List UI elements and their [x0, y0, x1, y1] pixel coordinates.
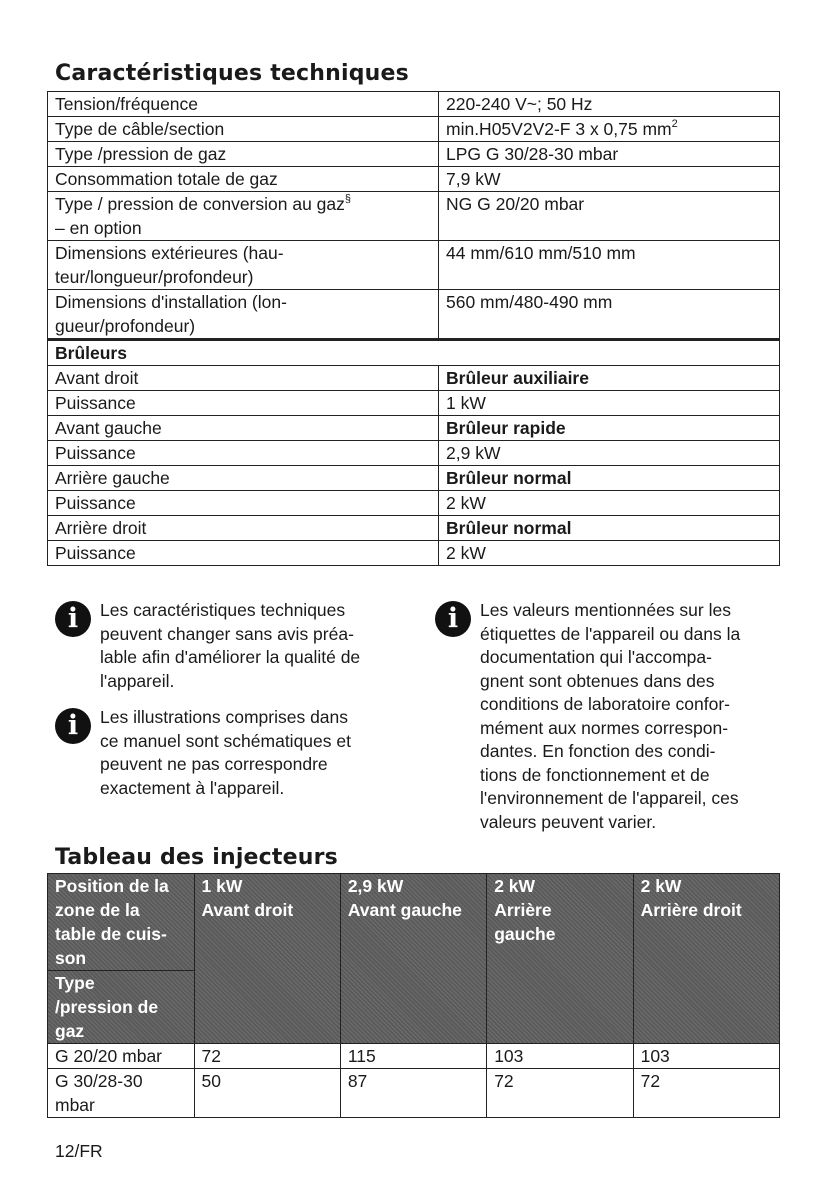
table-row [48, 516, 780, 541]
injector-value: 72 [633, 1069, 779, 1118]
spec-label-line: – en option [55, 218, 142, 238]
injector-value: 50 [194, 1069, 340, 1118]
page-number: 12/FR [55, 1141, 103, 1161]
spec-label-line: Dimensions d'installation (lon- [55, 292, 287, 312]
spec-value: LPG G 30/28-30 mbar [439, 142, 780, 167]
note-line: Les illustrations comprises dans [100, 707, 349, 727]
table-row [48, 290, 780, 340]
injector-value: 87 [340, 1069, 486, 1118]
spec-value: 44 mm/610 mm/510 mm [439, 241, 780, 290]
gas-line: mbar [55, 1095, 95, 1115]
spec-value: 7,9 kW [439, 167, 780, 192]
spec-label: Type de câble/section [48, 117, 439, 142]
burner-power: 2 kW [439, 541, 780, 566]
note-values [435, 599, 815, 839]
spec-value: 560 mm/480-490 mm [439, 290, 780, 340]
burner-type: Brûleur rapide [439, 416, 780, 441]
table-row [48, 541, 780, 566]
section-title-specs: Caractéristiques techniques [55, 61, 409, 86]
note-line: étiquettes de l'appareil ou dans la [480, 623, 741, 644]
burner-position: Arrière gauche [48, 466, 439, 491]
injector-value: 103 [633, 1044, 779, 1069]
injector-value: 72 [194, 1044, 340, 1069]
burner-power: 2,9 kW [439, 441, 780, 466]
table-row [48, 192, 780, 241]
note-text [100, 599, 360, 693]
spec-label-line: gueur/profondeur) [55, 316, 196, 336]
table-row [48, 466, 780, 491]
note-line: Les valeurs mentionnées sur les [480, 600, 731, 620]
burner-power-label: Puissance [48, 441, 439, 466]
note-line: documentation qui l'accompa- [480, 647, 712, 667]
gas-line: G 30/28-30 [55, 1071, 143, 1091]
corner-header-position [48, 874, 195, 971]
superscript: 2 [671, 118, 678, 130]
header-line: Avant droit [201, 900, 294, 920]
note-illustrations [55, 706, 425, 806]
table-row [48, 1069, 780, 1118]
table-row [48, 92, 780, 117]
note-line: peuvent ne pas correspondre [100, 754, 328, 774]
spec-label: Consommation totale de gaz [48, 167, 439, 192]
note-line: dantes. En fonction des condi- [480, 741, 716, 761]
column-header [487, 874, 633, 1044]
injector-value: 103 [487, 1044, 633, 1069]
header-line: gauche [494, 924, 556, 944]
note-text [100, 706, 351, 800]
note-line: l'environnement de l'appareil, ces [480, 788, 739, 808]
burner-position: Arrière droit [48, 516, 439, 541]
injector-value: 72 [487, 1069, 633, 1118]
table-row [48, 491, 780, 516]
header-line: son [55, 948, 87, 968]
gas-type: G 20/20 mbar [48, 1044, 195, 1069]
info-icon: i [55, 708, 91, 744]
spec-label: Tension/fréquence [48, 92, 439, 117]
burner-power: 1 kW [439, 391, 780, 416]
table-row [48, 117, 780, 142]
header-line: Arrière droit [640, 900, 742, 920]
superscript: § [344, 193, 352, 205]
header-line: 2,9 kW [347, 876, 404, 896]
info-icon: i [435, 601, 471, 637]
header-line: 1 kW [201, 876, 243, 896]
table-row [48, 441, 780, 466]
note-text [480, 599, 740, 834]
header-line: Avant gauche [347, 900, 462, 920]
spec-value [439, 117, 780, 142]
header-line: 2 kW [640, 876, 682, 896]
spec-value: 220-240 V~; 50 Hz [439, 92, 780, 117]
table-row [48, 366, 780, 391]
section-title-injectors: Tableau des injecteurs [55, 845, 338, 870]
burners-header: Brûleurs [48, 340, 780, 366]
header-line: zone de la [55, 900, 140, 920]
burner-power-label: Puissance [48, 541, 439, 566]
column-header [194, 874, 340, 1044]
specs-table [47, 91, 780, 566]
spec-label-line: teur/longueur/profondeur) [55, 267, 254, 287]
note-line: conditions de laboratoire confor- [480, 694, 731, 714]
burner-power-label: Puissance [48, 391, 439, 416]
injector-value: 115 [340, 1044, 486, 1069]
spec-label: Type /pression de gaz [48, 142, 439, 167]
gas-type [48, 1069, 195, 1118]
header-line: table de cuis- [55, 924, 167, 944]
spec-label [48, 192, 439, 241]
spec-value-text: min.H05V2V2-F 3 x 0,75 mm [446, 119, 672, 139]
spec-label-line: Dimensions extérieures (hau- [55, 243, 284, 263]
table-row [48, 391, 780, 416]
table-row [48, 340, 780, 366]
burner-position: Avant droit [48, 366, 439, 391]
note-line: exactement à l'appareil. [100, 777, 285, 798]
header-line: Position de la [55, 876, 169, 896]
header-line: gaz [55, 1021, 85, 1041]
note-line: tions de fonctionnement et de [480, 764, 710, 785]
spec-value: NG G 20/20 mbar [439, 192, 780, 241]
note-line: peuvent changer sans avis préa- [100, 623, 354, 644]
header-line: /pression de [55, 997, 159, 1017]
table-row [48, 142, 780, 167]
burner-type: Brûleur auxiliaire [439, 366, 780, 391]
note-line: lable afin d'améliorer la qualité de [100, 647, 361, 667]
header-line: 2 kW [494, 876, 536, 896]
table-row [48, 874, 780, 971]
header-line: Arrière [494, 900, 552, 920]
note-line: ce manuel sont schématiques et [100, 730, 351, 751]
corner-header-gas [48, 971, 195, 1044]
note-specs-change [55, 599, 425, 699]
table-row [48, 167, 780, 192]
table-row [48, 1044, 780, 1069]
injectors-table [47, 873, 780, 1118]
burner-type: Brûleur normal [439, 516, 780, 541]
table-row [48, 241, 780, 290]
note-line: gnent sont obtenues dans des [480, 670, 715, 691]
info-icon: i [55, 601, 91, 637]
spec-label-line: Type / pression de conversion au gaz [55, 194, 345, 214]
burner-power: 2 kW [439, 491, 780, 516]
note-line: Les caractéristiques techniques [100, 600, 346, 620]
column-header [633, 874, 779, 1044]
spec-label [48, 290, 439, 340]
burner-position: Avant gauche [48, 416, 439, 441]
header-line: Type [55, 973, 95, 993]
table-row [48, 416, 780, 441]
note-line: mément aux normes correspon- [480, 717, 729, 738]
burner-power-label: Puissance [48, 491, 439, 516]
spec-label [48, 241, 439, 290]
note-line: l'appareil. [100, 670, 175, 691]
burner-type: Brûleur normal [439, 466, 780, 491]
note-line: valeurs peuvent varier. [480, 811, 657, 832]
column-header [340, 874, 486, 1044]
